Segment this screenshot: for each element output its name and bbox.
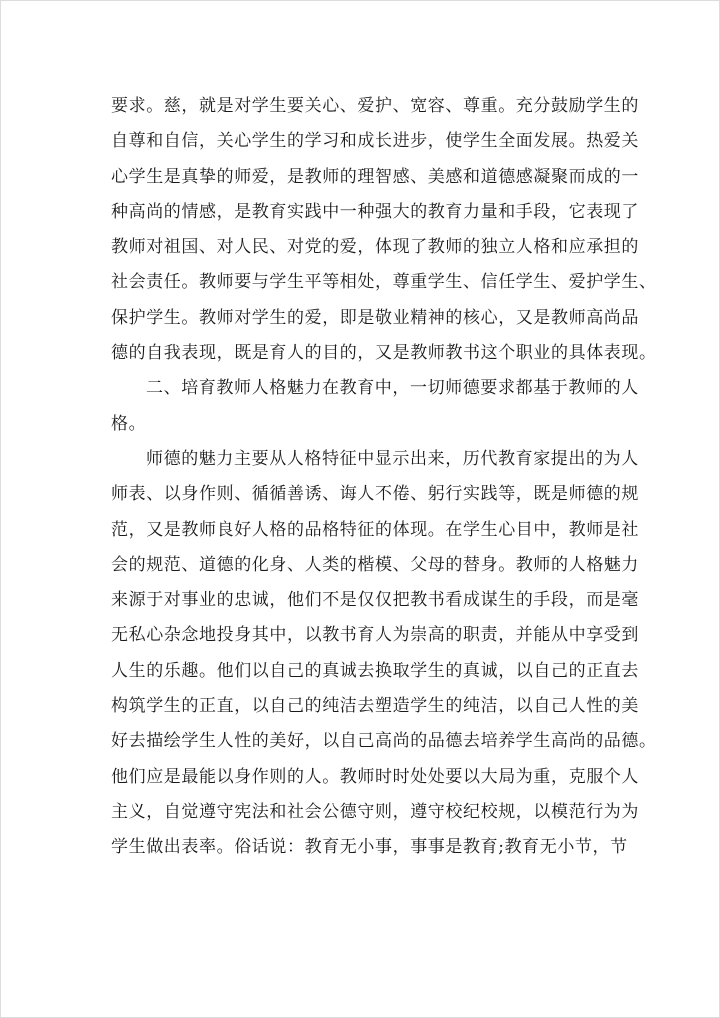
text-line: 要求。慈，就是对学生要关心、爱护、宽容、尊重。充分鼓励学生的	[111, 96, 639, 116]
document-body	[111, 89, 657, 866]
text-line: 自尊和自信，关心学生的学习和成长进步，使学生全面发展。热爱关	[111, 131, 639, 152]
text-line: 师德的魅力主要从人格特征中显示出来，历代教育家提出的为人	[146, 448, 639, 469]
text-line: 他们应是最能以身作则的人。教师时时处处要以大局为重，克服个人	[111, 766, 639, 787]
text-line: 心学生是真挚的师爱，是教师的理智感、美感和道德感凝聚而成的一	[111, 166, 639, 187]
text-line: 格。	[111, 413, 147, 434]
paragraph-charm	[111, 442, 657, 866]
text-line: 主义，自觉遵守宪法和社会公德守则，遵守校纪校规，以模范行为为	[111, 801, 639, 822]
text-line: 种高尚的情感，是教育实践中一种强大的教育力量和手段，它表现了	[111, 201, 639, 222]
text-line: 学生做出表率。俗话说：教育无小事，事事是教育;教育无小节，节	[111, 837, 628, 858]
text-line: 会的规范、道德的化身、人类的楷模、父母的替身。教师的人格魅力	[111, 554, 639, 575]
text-line: 二、培育教师人格魅力在教育中，一切师德要求都基于教师的人	[146, 378, 639, 399]
text-line: 德的自我表现，既是育人的目的，又是教师教书这个职业的具体表现。	[111, 343, 657, 364]
text-line: 构筑学生的正直，以自己的纯洁去塑造学生的纯洁，以自己人性的美	[111, 696, 639, 717]
paragraph-ci	[111, 89, 657, 371]
text-line: 保护学生。教师对学生的爱，即是敬业精神的核心，又是教师高尚品	[111, 307, 639, 328]
text-line: 好去描绘学生人性的美好，以自己高尚的品德去培养学生高尚的品德。	[111, 731, 657, 752]
text-line: 范，又是教师良好人格的品格特征的体现。在学生心目中，教师是社	[111, 519, 639, 540]
paragraph-heading-two	[111, 371, 639, 442]
text-line: 教师对祖国、对人民、对党的爱，体现了教师的独立人格和应承担的	[111, 237, 639, 258]
text-line: 社会责任。教师要与学生平等相处，尊重学生、信任学生、爱护学生、	[111, 272, 657, 293]
text-line: 无私心杂念地投身其中，以教书育人为崇高的职责，并能从中享受到	[111, 625, 639, 646]
text-line: 来源于对事业的忠诚，他们不是仅仅把教书看成谋生的手段，而是毫	[111, 590, 639, 611]
text-line: 师表、以身作则、循循善诱、诲人不倦、躬行实践等，既是师德的规	[111, 484, 639, 505]
text-line: 人生的乐趣。他们以自己的真诚去换取学生的真诚，以自己的正直去	[111, 660, 639, 681]
